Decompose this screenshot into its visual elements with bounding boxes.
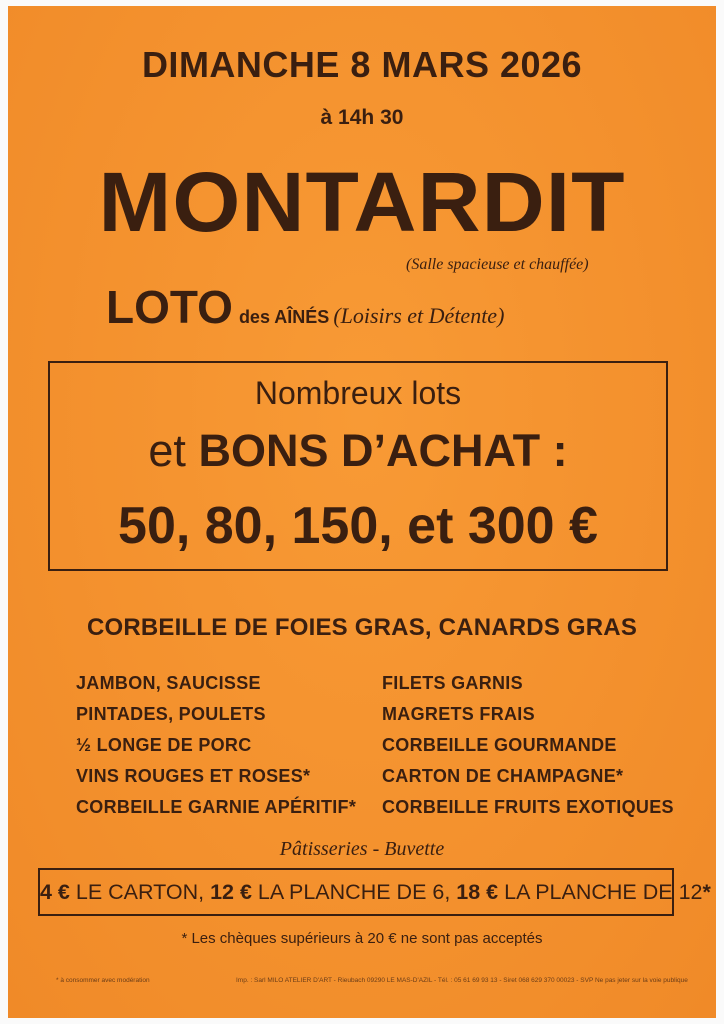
- loto-title: LOTO: [106, 281, 233, 333]
- asterisk: *: [702, 880, 711, 904]
- loisirs-label: (Loisirs et Détente): [333, 303, 505, 328]
- price-planche-12-label: LA PLANCHE DE 12: [498, 880, 703, 904]
- list-item: FILETS GARNIS: [382, 673, 523, 693]
- prizes-box: [48, 361, 668, 571]
- voucher-amounts: 50, 80, 150, et 300 €: [118, 497, 598, 555]
- list-item: ½ LONGE DE PORC: [76, 735, 252, 755]
- price-carton: 4 €: [40, 880, 70, 904]
- list-item: JAMBON, SAUCISSE: [76, 673, 261, 693]
- lots-list-left: [76, 668, 356, 823]
- list-item: CORBEILLE GOURMANDE: [382, 735, 617, 755]
- price-planche-6: 12 €: [210, 880, 252, 904]
- price-carton-label: LE CARTON,: [69, 880, 211, 904]
- list-item: CORBEILLE FRUITS EXOTIQUES: [382, 797, 674, 817]
- moderation-note: * à consommer avec modération: [56, 977, 150, 984]
- list-item: CORBEILLE GARNIE APÉRITIF*: [76, 797, 357, 817]
- patisseries-buvette: Pâtisseries - Buvette: [279, 838, 445, 860]
- list-item: CARTON DE CHAMPAGNE*: [382, 766, 624, 786]
- loto-line: [106, 280, 504, 334]
- price-planche-6-label: LA PLANCHE DE 6,: [251, 880, 457, 904]
- event-date: DIMANCHE 8 MARS 2026: [141, 44, 583, 85]
- printer-note: Imp. : Sarl MILO ATELIER D'ART - Rieubach 09290 LE MAS-D'AZIL - Tél. : 05 61 69 93 13 - Siret 068 629 370 00023 - SVP Ne pas jeter sur la voie publique: [236, 977, 688, 984]
- event-time: à 14h 30: [320, 106, 404, 129]
- price-box: [38, 868, 711, 916]
- town-name: MONTARDIT: [98, 155, 626, 249]
- poster: [8, 6, 716, 1018]
- lots-list-right: [382, 668, 674, 823]
- list-item: PINTADES, POULETS: [76, 704, 266, 724]
- bons-prefix: et: [148, 425, 186, 476]
- corbeille-title: CORBEILLE DE FOIES GRAS, CANARDS GRAS: [86, 614, 638, 641]
- nombreux-lots: Nombreux lots: [254, 375, 462, 411]
- bons-achat-line: [50, 425, 666, 477]
- list-item: VINS ROUGES ET ROSES*: [76, 766, 311, 786]
- price-line: [40, 880, 711, 905]
- bons-achat: BONS D’ACHAT :: [198, 425, 568, 476]
- cheques-note: * Les chèques supérieurs à 20 € ne sont pas acceptés: [181, 930, 543, 947]
- salle-note: (Salle spacieuse et chauffée): [406, 256, 589, 273]
- aines-label: des AÎNÉS: [238, 307, 330, 327]
- price-planche-12: 18 €: [456, 880, 499, 904]
- list-item: MAGRETS FRAIS: [382, 704, 535, 724]
